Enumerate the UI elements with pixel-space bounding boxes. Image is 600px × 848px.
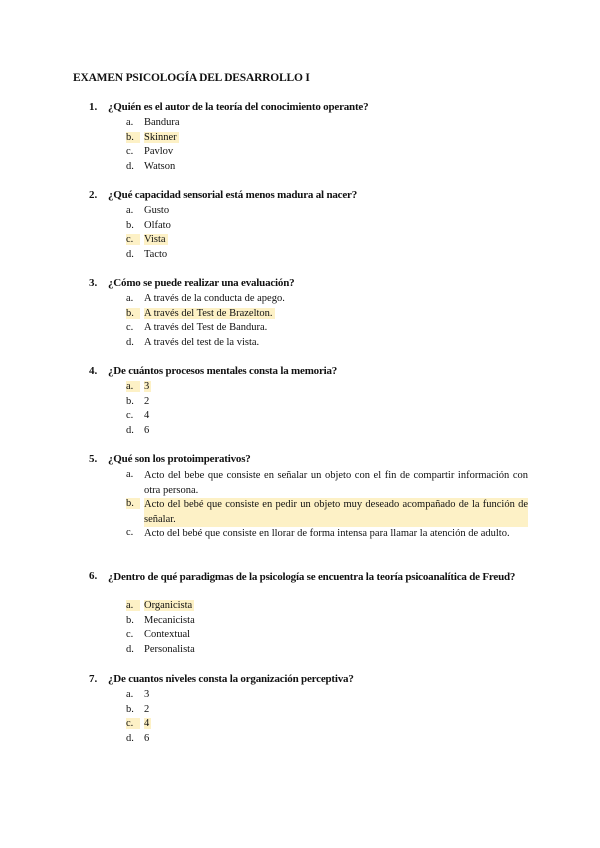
question-1 bbox=[0, 101, 600, 175]
question-text: ¿De cuántos procesos mentales consta la memoria? bbox=[108, 365, 338, 377]
option-c: c. Acto del bebé que consiste en llorar de forma intensa para llamar la atención de adulto. bbox=[126, 527, 510, 540]
option-a-highlighted: a. 3 bbox=[126, 381, 150, 392]
question-text: ¿Qué son los protoimperativos? bbox=[108, 453, 251, 465]
option-d: d. Watson bbox=[126, 160, 176, 172]
option-c: c. A través del Test de Bandura. bbox=[126, 322, 268, 334]
option-b: b. Mecanicista bbox=[126, 614, 195, 626]
option-b-highlighted: b. A través del Test de Brazelton. bbox=[126, 307, 273, 319]
question-number: 4. bbox=[89, 365, 98, 377]
option-c: c. 4 bbox=[126, 410, 150, 422]
question-number: 2. bbox=[89, 189, 98, 201]
option-d: d. Tacto bbox=[126, 248, 168, 260]
option-a: a. A través de la conducta de apego. bbox=[126, 293, 285, 304]
option-c-highlighted: c. 4 bbox=[126, 718, 150, 730]
question-text: ¿Qué capacidad sensorial está menos madura al nacer? bbox=[108, 189, 358, 201]
option-c-highlighted: c. Vista bbox=[126, 234, 166, 246]
question-3 bbox=[0, 277, 600, 351]
question-text: ¿De cuantos niveles consta la organización perceptiva? bbox=[108, 673, 354, 685]
option-c: c. Contextual bbox=[126, 629, 191, 641]
question-number: 3. bbox=[89, 277, 98, 289]
option-a: a. Bandura bbox=[126, 117, 180, 128]
question-5 bbox=[0, 453, 600, 542]
question-number: 5. bbox=[89, 453, 98, 465]
option-d: d. 6 bbox=[126, 424, 150, 436]
option-b: b. Olfato bbox=[126, 219, 171, 231]
option-d: d. 6 bbox=[126, 732, 150, 744]
option-a: a. Acto del bebe que consiste en señalar un objeto con el fin de compartir información con otra persona. bbox=[126, 469, 528, 496]
question-text: ¿Quién es el autor de la teoría del conocimiento operante? bbox=[108, 101, 369, 113]
question-text: ¿Dentro de qué paradigmas de la psicología se encuentra la teoría psicoanalítica de Freud? bbox=[108, 571, 516, 583]
option-d: d. Personalista bbox=[126, 643, 195, 655]
option-b: b. 2 bbox=[126, 395, 150, 407]
option-a-highlighted: a. Organicista bbox=[126, 600, 193, 611]
option-c: c. Pavlov bbox=[126, 146, 174, 158]
option-a: a. Gusto bbox=[126, 205, 170, 216]
option-b-highlighted: b. Skinner bbox=[126, 131, 177, 143]
question-7 bbox=[0, 673, 600, 747]
question-6 bbox=[0, 570, 600, 658]
question-text: ¿Cómo se puede realizar una evaluación? bbox=[108, 277, 295, 289]
question-number: 1. bbox=[89, 101, 98, 113]
question-2 bbox=[0, 189, 600, 263]
question-number: 7. bbox=[89, 673, 98, 685]
option-a: a. 3 bbox=[126, 689, 150, 700]
option-b-highlighted: b. Acto del bebé que consiste en pedir un objeto muy deseado acompañado de la función de señalar. bbox=[0, 498, 600, 527]
option-b: b. 2 bbox=[126, 703, 150, 715]
question-number: 6. bbox=[89, 570, 98, 582]
question-4 bbox=[0, 365, 600, 439]
option-d: d. A través del test de la vista. bbox=[126, 336, 260, 348]
document-title: EXAMEN PSICOLOGÍA DEL DESARROLLO I bbox=[73, 72, 310, 84]
